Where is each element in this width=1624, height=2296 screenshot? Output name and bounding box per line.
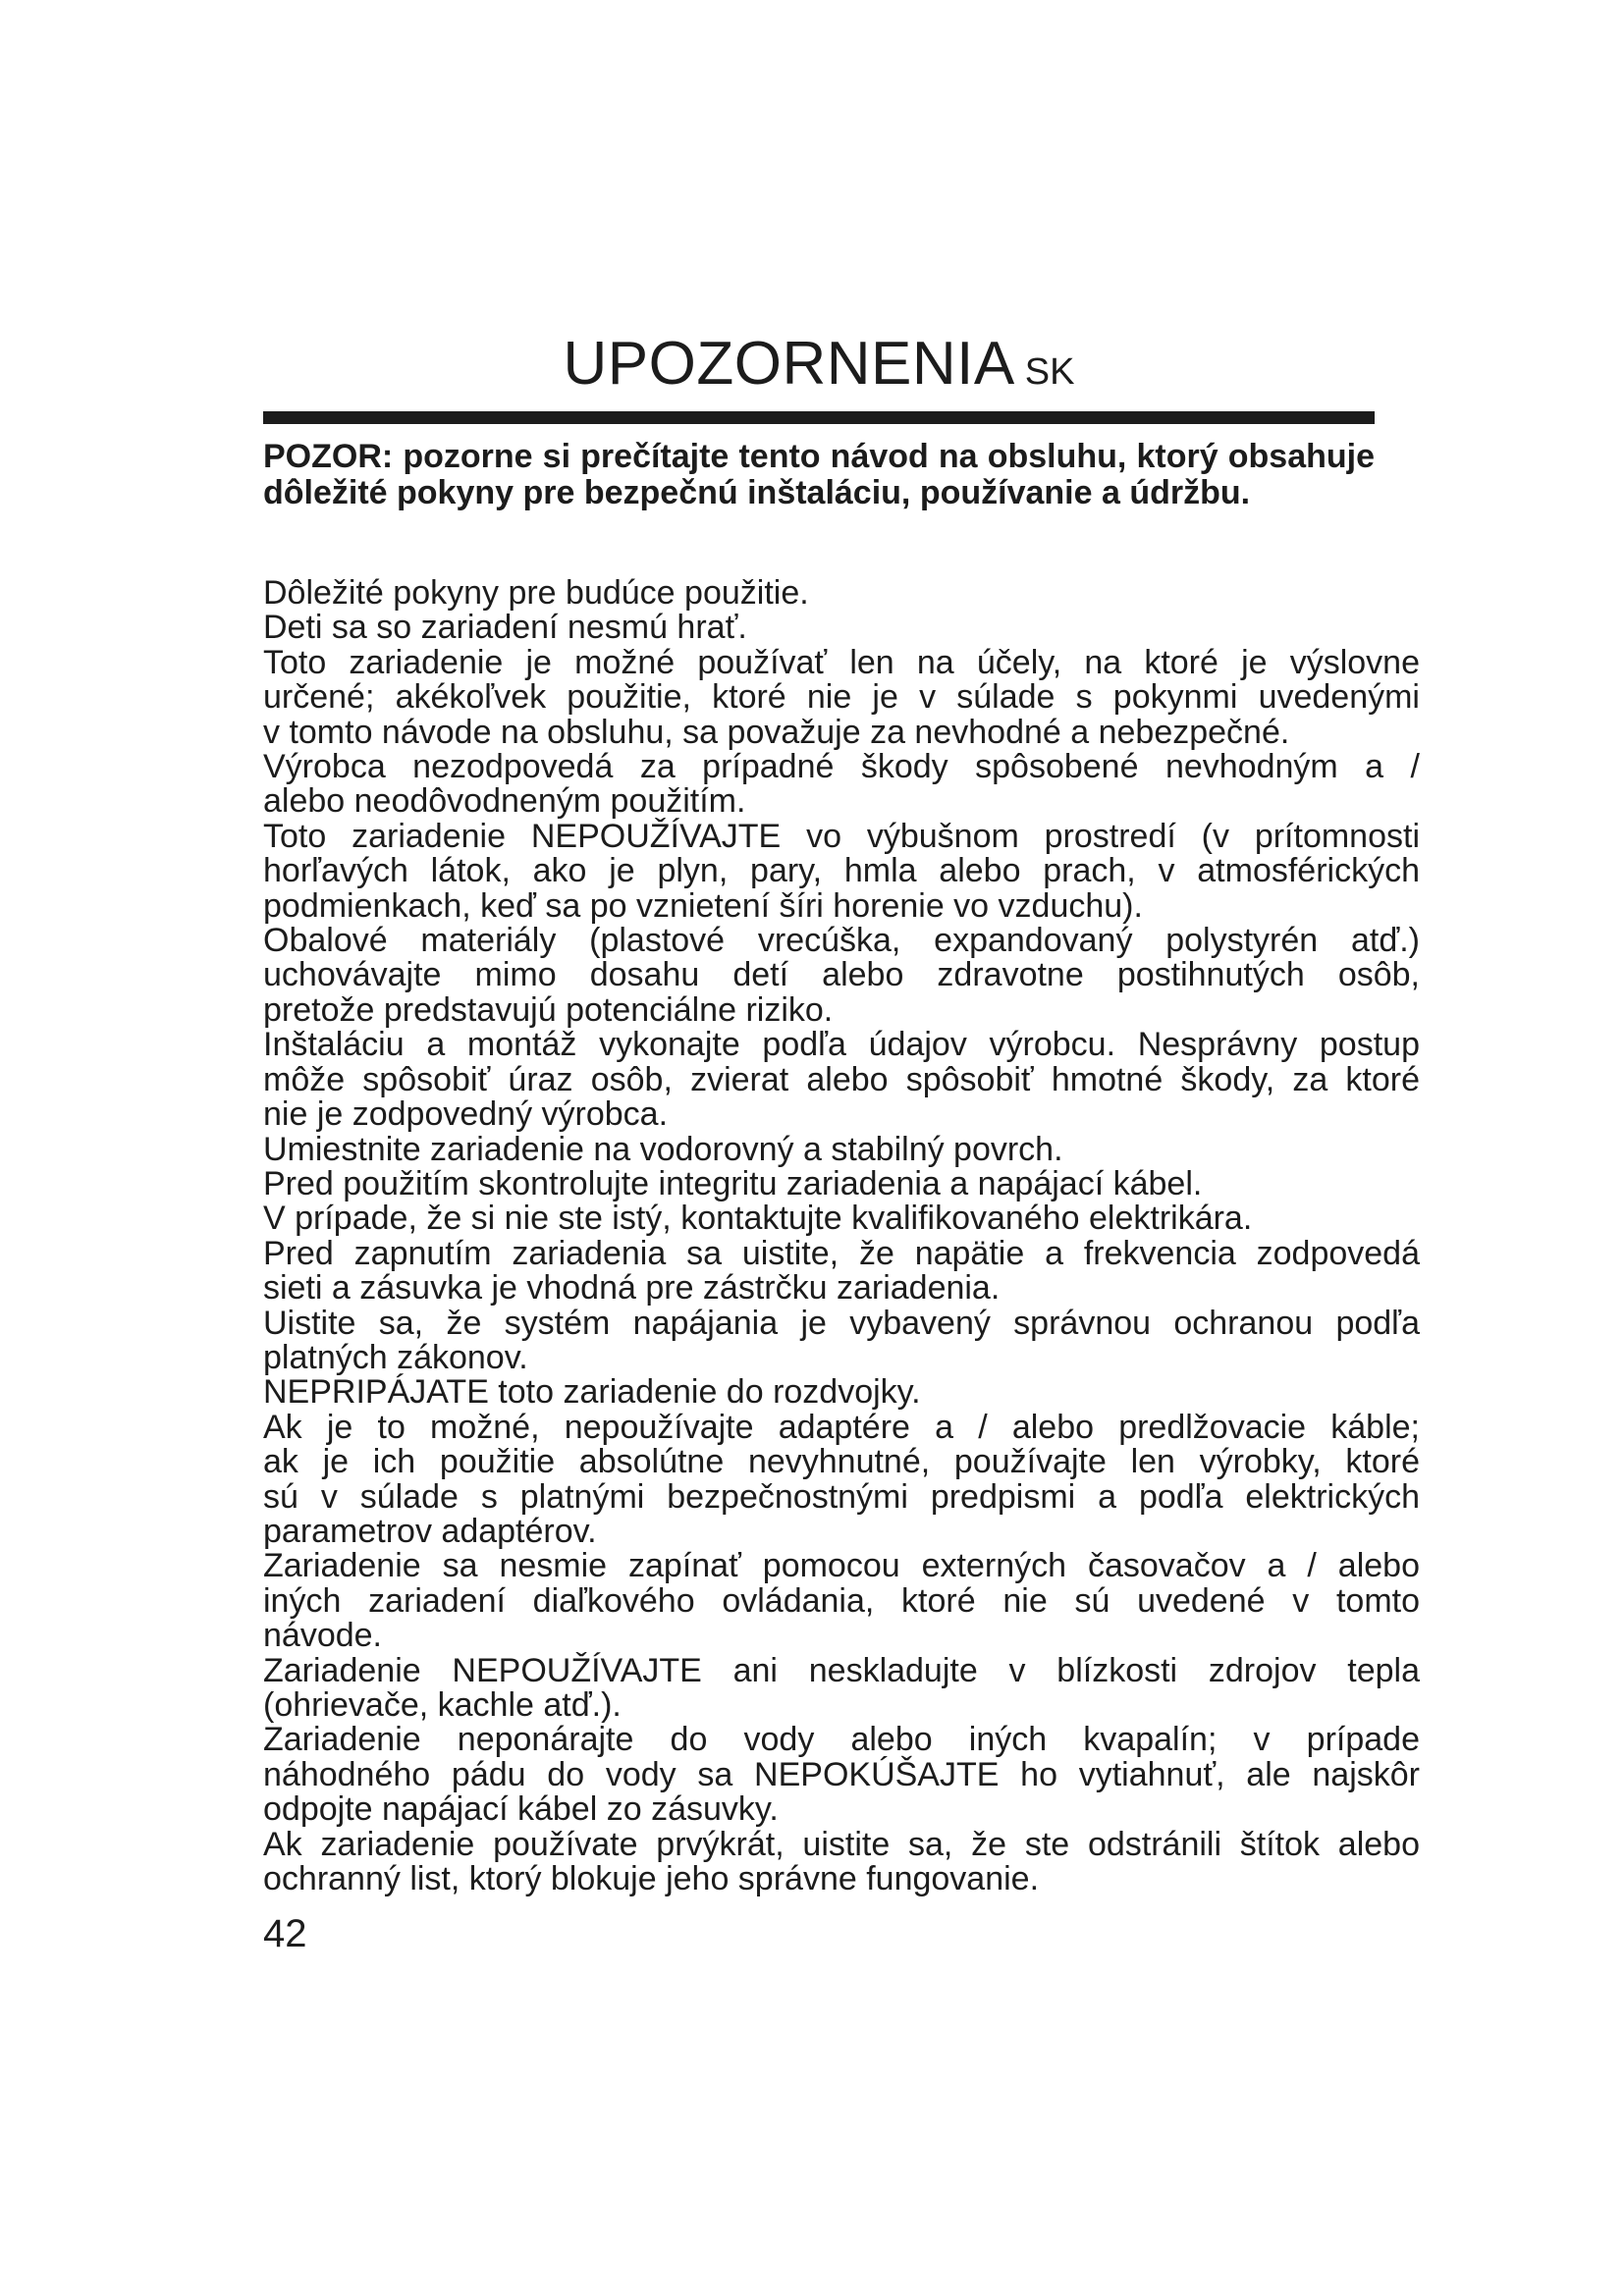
instruction-paragraph [263,750,1420,820]
text-line: Pred použitím skontrolujte integritu zariadenia a napájací kábel. [263,1164,1203,1202]
text-line: Dôležité pokyny pre budúce použitie. [263,574,809,612]
warning-label: POZOR [263,438,382,475]
instruction-paragraph [263,1825,1420,1898]
page-header [263,330,1375,398]
text-line: NEPRIPÁJATE toto zariadenie do rozdvojky. [263,1373,921,1412]
text-line: nie je zodpovedný výrobca. [263,1095,669,1134]
page-title: UPOZORNENIA [563,330,1015,398]
text-line: (ohrievače, kachle atď.). [263,1686,622,1724]
instruction-paragraph [263,1549,1420,1653]
instruction-paragraph [263,1130,1420,1168]
text-line: odpojte napájací kábel zo zásuvky. [263,1790,779,1829]
instruction-paragraph [263,1723,1420,1827]
text-line: Výrobca nezodpovedá za prípadné škody spôsobené nevhodným a / [263,748,1420,786]
instruction-paragraph [263,643,1420,751]
instruction-paragraph [263,1028,1420,1132]
instruction-paragraph [263,1164,1420,1202]
text-line: určené; akékoľvek použitie, ktoré nie je v súlade s pokynmi uvedenými [263,678,1420,717]
text-line: v tomto návode na obsluhu, sa považuje za nevhodné a nebezpečné. [263,713,1290,751]
warning-text: : pozorne si prečítajte tento návod na obsluhu, ktorý obsahuje dôležité pokyny pre bezpečnú inštaláciu, používanie a údržbu. [263,438,1375,511]
text-line: sú v súlade s platnými bezpečnostnými predpismi a podľa elektrických [263,1477,1420,1516]
text-line: môže spôsobiť úraz osôb, zvierat alebo spôsobiť hmotné škody, za ktoré [263,1060,1420,1098]
text-line: parametrov adaptérov. [263,1512,597,1550]
text-line: uchovávajte mimo dosahu detí alebo zdravotne postihnutých osôb, [263,956,1420,994]
instruction-paragraph [263,1408,1420,1550]
text-line: podmienkach, keď sa po vznietení šíri horenie vo vzduchu). [263,886,1143,925]
text-line: Zariadenie neponárajte do vody alebo iných kvapalín; v prípade [263,1721,1420,1759]
instruction-paragraph [263,611,1420,645]
text-line: náhodného pádu do vody sa NEPOKÚŠAJTE ho vytiahnuť, ale najskôr [263,1755,1420,1793]
text-line: Uistite sa, že systém napájania je vybavený správnou ochranou podľa [263,1304,1420,1342]
text-line: V prípade, že si nie ste istý, kontaktujte kvalifikovaného elektrikára. [263,1200,1253,1238]
text-line: horľavých látok, ako je plyn, pary, hmla alebo prach, v atmosférických [263,852,1420,890]
instruction-paragraph [263,1304,1420,1376]
instruction-paragraph [263,817,1420,925]
text-line: Pred zapnutím zariadenia sa uistite, že napätie a frekvencia zodpovedá [263,1234,1420,1272]
text-line: Inštaláciu a montáž vykonajte podľa údajov výrobcu. Nesprávny postup [263,1026,1420,1064]
instruction-paragraph [263,1201,1420,1236]
text-line: Umiestnite zariadenie na vodorovný a stabilný povrch. [263,1130,1063,1168]
text-line: Ak zariadenie používate prvýkrát, uistite sa, že ste odstránili štítok alebo [263,1825,1420,1863]
instruction-paragraph [263,576,1420,611]
text-line: návode. [263,1617,382,1655]
text-line: platných zákonov. [263,1338,528,1376]
title-underline-divider [263,411,1375,424]
page-number: 42 [263,1912,307,1955]
warning-notice [263,439,1375,511]
text-line: sieti a zásuvka je vhodná pre zástrčku zariadenia. [263,1269,1001,1308]
instruction-paragraph [263,1375,1420,1410]
text-line: pretože predstavujú potenciálne riziko. [263,990,834,1029]
instruction-paragraph [263,1651,1420,1724]
text-line: Ak je to možné, nepoužívajte adaptére a / alebo predlžovacie káble; [263,1408,1420,1446]
text-line: Zariadenie sa nesmie zapínať pomocou externých časovačov a / alebo [263,1547,1420,1585]
text-line: Toto zariadenie NEPOUŽÍVAJTE vo výbušnom prostredí (v prítomnosti [263,817,1420,855]
language-code: SK [1024,351,1075,393]
text-line: Toto zariadenie je možné používať len na účely, na ktoré je výslovne [263,643,1420,681]
text-line: Zariadenie NEPOUŽÍVAJTE ani neskladujte v blízkosti zdrojov tepla [263,1651,1420,1689]
safety-instructions [263,576,1420,1896]
instruction-paragraph [263,924,1420,1028]
text-line: iných zariadení diaľkového ovládania, ktoré nie sú uvedené v tomto [263,1581,1420,1620]
text-line: Obalové materiály (plastové vrecúška, expandovaný polystyrén atď.) [263,922,1420,960]
text-line: Deti sa so zariadení nesmú hrať. [263,609,747,647]
instruction-paragraph [263,1234,1420,1308]
text-line: ochranný list, ktorý blokuje jeho správne fungovanie. [263,1860,1040,1898]
text-line: alebo neodôvodneným použitím. [263,782,746,821]
text-line: ak je ich použitie absolútne nevyhnutné, používajte len výrobky, ktoré [263,1443,1420,1481]
